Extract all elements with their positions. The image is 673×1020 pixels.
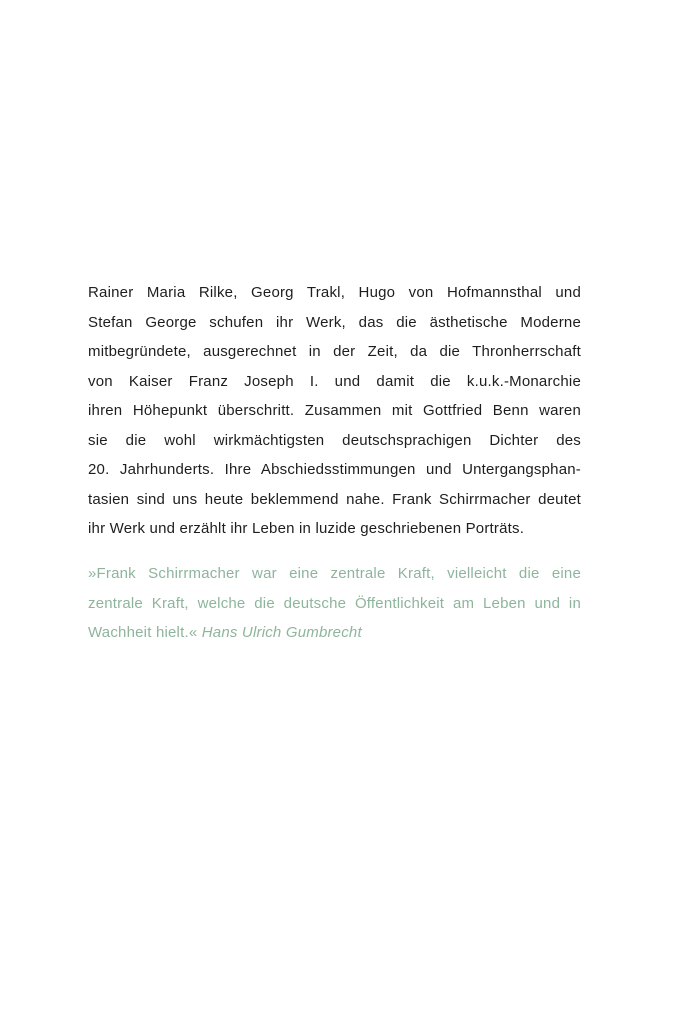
blurb-line: Rainer Maria Rilke, Georg Trakl, Hugo von Hofmannsthal und <box>88 284 581 301</box>
blurb-line: mitbegründete, ausgerechnet in der Zeit, da die Thronherrschaft <box>88 343 581 360</box>
blurb-line: ihr Werk und erzählt ihr Leben in luzide geschriebenen Porträts. <box>88 520 525 537</box>
blurb-line: ihren Höhepunkt überschritt. Zusammen mit Gottfried Benn waren <box>88 402 581 419</box>
blurb-line: von Kaiser Franz Joseph I. und damit die k.u.k.-Monarchie <box>88 372 581 390</box>
quote-line: zentrale Kraft, welche die deutsche Öffentlichkeit am Leben und in <box>88 594 581 612</box>
quote-closing-text: Wachheit hielt.« <box>88 624 198 641</box>
review-quote <box>88 559 581 648</box>
blurb-line: tasien sind uns heute beklemmend nahe. Frank Schirrmacher deutet <box>88 490 581 508</box>
quote-line: »Frank Schirrmacher war eine zentrale Kraft, vielleicht die eine <box>88 565 581 582</box>
quote-attribution: Hans Ulrich Gumbrecht <box>201 624 362 641</box>
blurb-line: 20. Jahrhunderts. Ihre Abschiedsstimmungen und Untergangsphan- <box>88 461 581 478</box>
quote-line <box>88 618 581 648</box>
blurb-paragraph <box>88 278 581 544</box>
blurb-line: sie die wohl wirkmächtigsten deutschsprachigen Dichter des <box>88 431 581 449</box>
blurb-line: Stefan George schufen ihr Werk, das die ästhetische Moderne <box>88 313 581 331</box>
